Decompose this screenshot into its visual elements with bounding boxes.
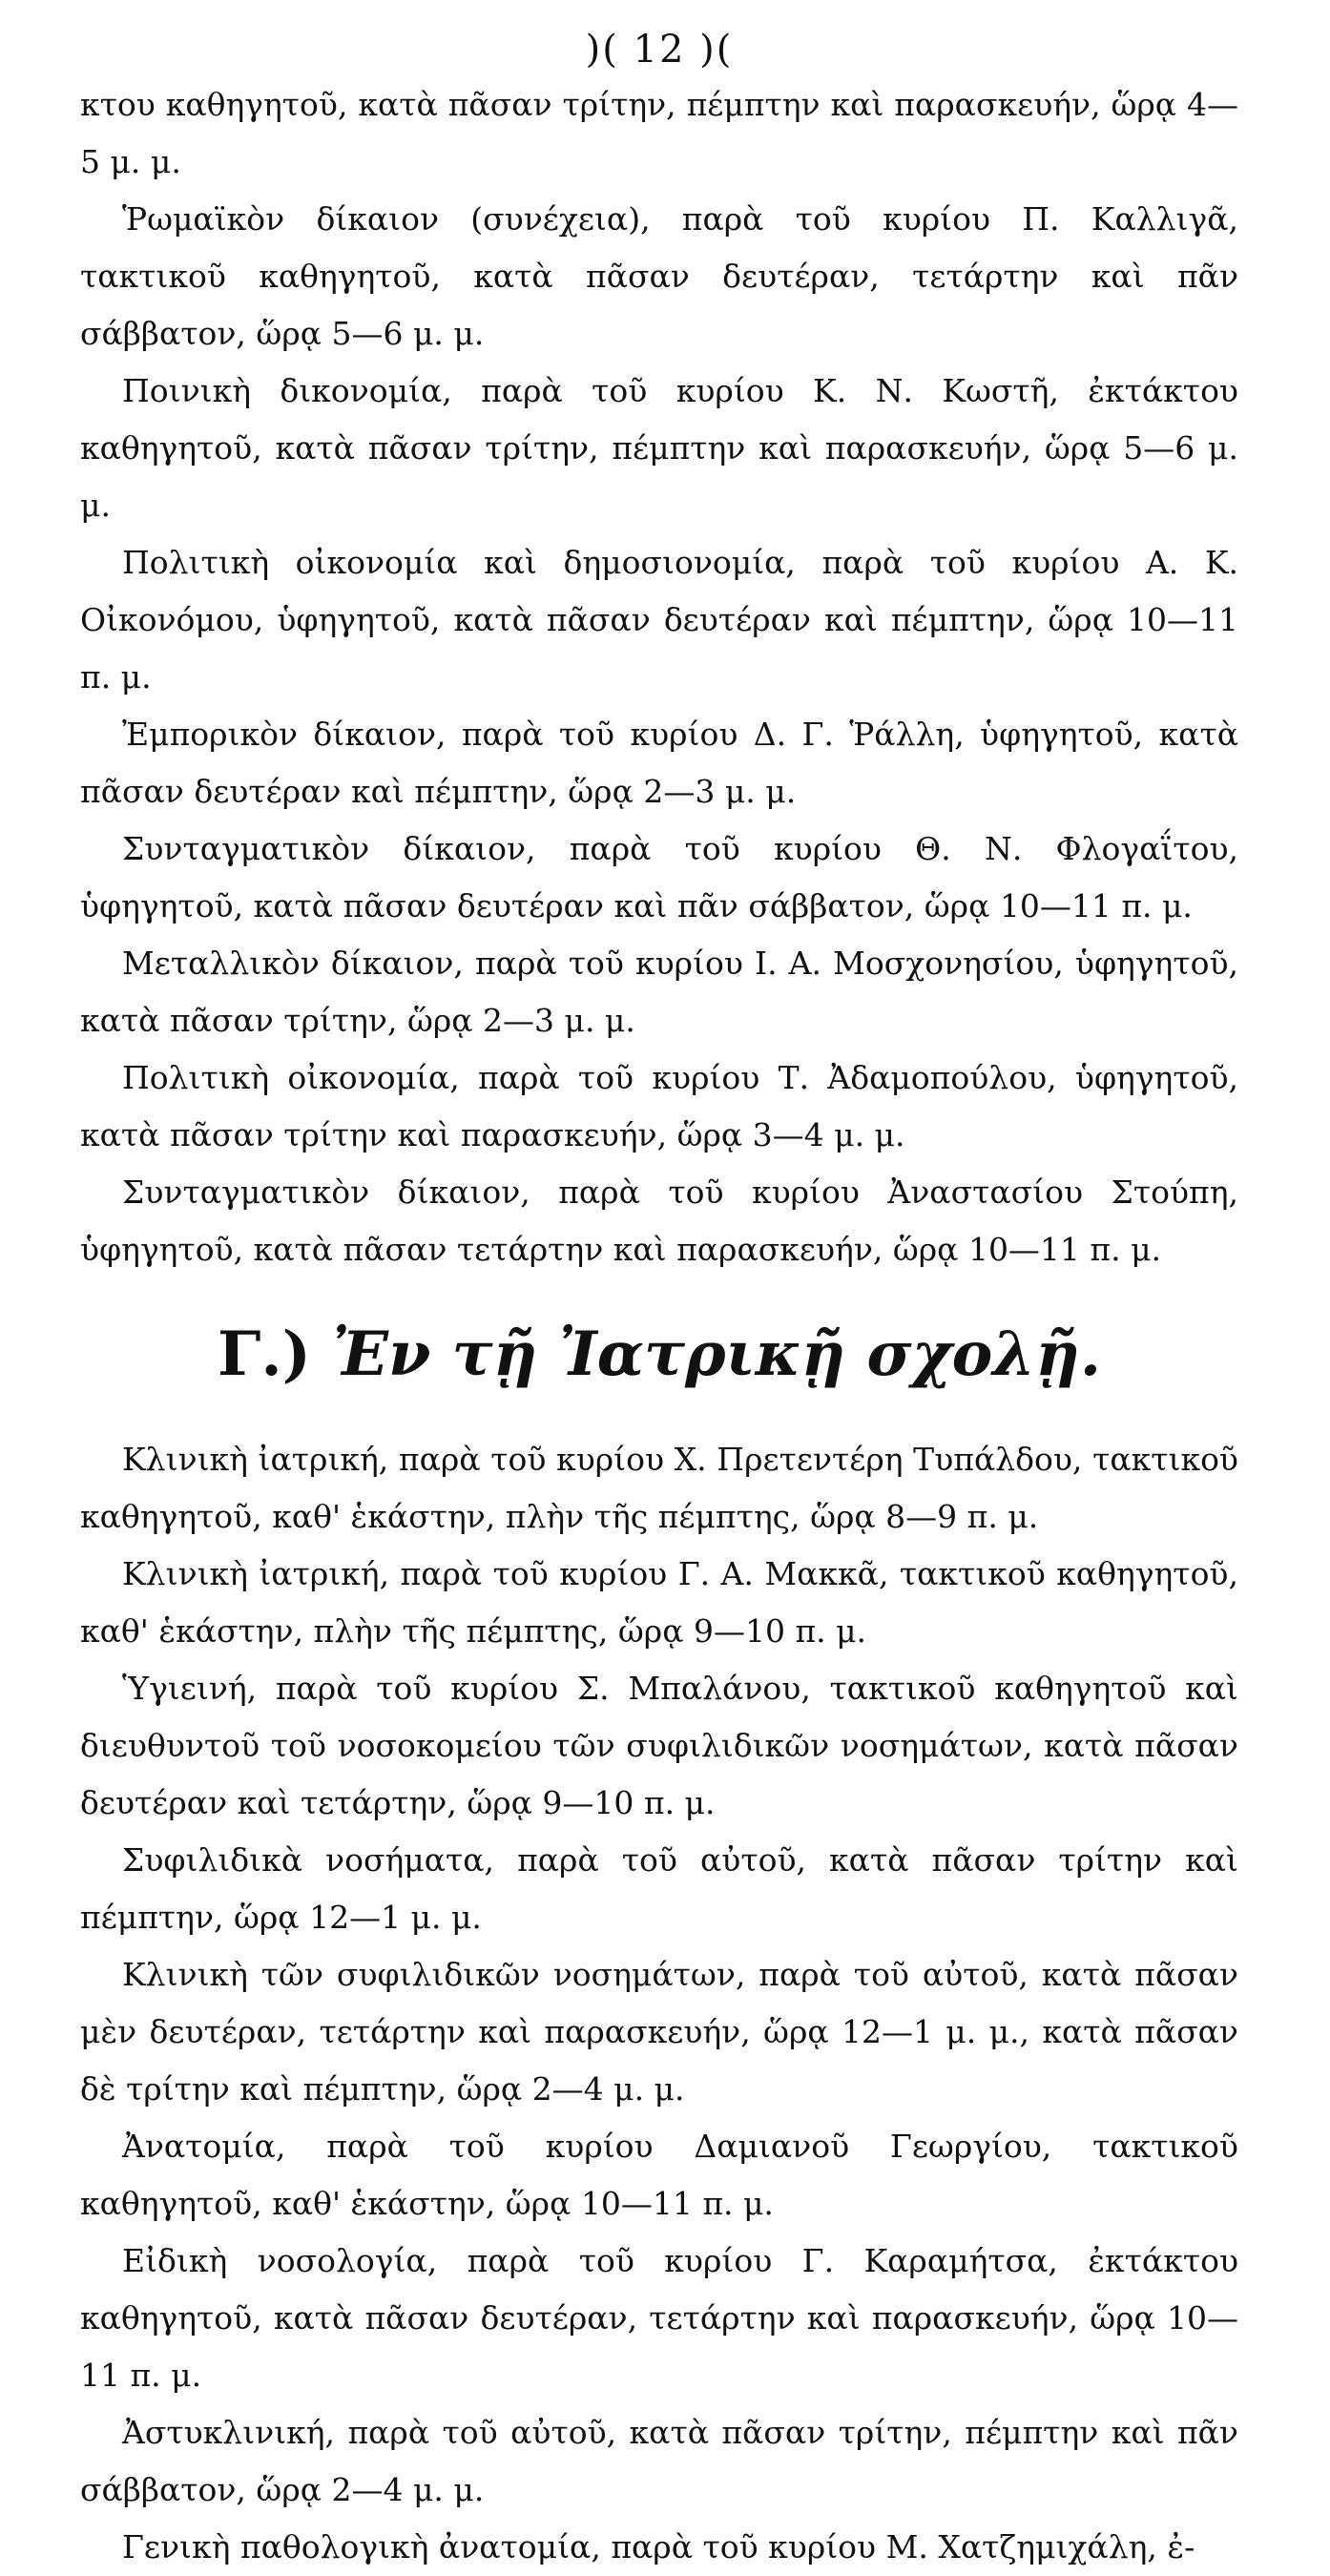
course-entry: Ὑγιεινή, παρὰ τοῦ κυρίου Σ. Μπαλάνου, τακτικοῦ καθηγητοῦ καὶ διευθυντοῦ τοῦ νοσοκομείου τῶν συφιλιδικῶν νοσημάτων, κατὰ πᾶσαν δευτέραν καὶ τετάρτην, ὥρᾳ 9—10 π. μ.: [80, 1670, 1238, 1821]
course-entry: Κλινικὴ τῶν συφιλιδικῶν νοσημάτων, παρὰ τοῦ αὐτοῦ, κατὰ πᾶσαν μὲν δευτέραν, τετάρτην καὶ παρασκευήν, ὥρᾳ 12—1 μ. μ., κατὰ πᾶσαν δὲ τρίτην καὶ πέμπτην, ὥρᾳ 2—4 μ. μ.: [80, 1956, 1238, 2108]
course-entry: κτου καθηγητοῦ, κατὰ πᾶσαν τρίτην, πέμπτην καὶ παρασκευήν, ὥρᾳ 4—5 μ. μ.: [80, 86, 1238, 180]
section-heading: [80, 1278, 1238, 1431]
course-entry: Συνταγματικὸν δίκαιον, παρὰ τοῦ κυρίου Θ. Ν. Φλογαΐτου, ὑφηγητοῦ, κατὰ πᾶσαν δευτέραν καὶ πᾶν σάββατον, ὥρᾳ 10—11 π. μ.: [80, 830, 1238, 924]
document-page: [80, 0, 1238, 2566]
course-entry: Ποινικὴ δικονομία, παρὰ τοῦ κυρίου Κ. Ν. Κωστῆ, ἐκτάκτου καθηγητοῦ, κατὰ πᾶσαν τρίτην, πέμπτην καὶ παρασκευήν, ὥρᾳ 5—6 μ. μ.: [80, 372, 1238, 524]
course-entry: Ῥωμαϊκὸν δίκαιον (συνέχεια), παρὰ τοῦ κυρίου Π. Καλλιγᾶ, τακτικοῦ καθηγητοῦ, κατὰ πᾶσαν δευτέραν, τετάρτην καὶ πᾶν σάββατον, ὥρᾳ 5—6 μ. μ.: [80, 200, 1238, 352]
course-list-medicine: [80, 1431, 1238, 2576]
course-entry: Ἀνατομία, παρὰ τοῦ κυρίου Δαμιανοῦ Γεωργίου, τακτικοῦ καθηγητοῦ, καθ' ἑκάστην, ὥρᾳ 10—11 π. μ.: [80, 2128, 1238, 2222]
course-list-law: [80, 76, 1238, 1278]
course-entry: Εἰδικὴ νοσολογία, παρὰ τοῦ κυρίου Γ. Καραμήτσα, ἐκτάκτου καθηγητοῦ, κατὰ πᾶσαν δευτέραν, τετάρτην καὶ παρασκευήν, ὥρᾳ 10—11 π. μ.: [80, 2242, 1238, 2394]
course-entry: Γενικὴ παθολογικὴ ἀνατομία, παρὰ τοῦ κυρίου Μ. Χατζημιχάλη, ἐ-: [122, 2528, 1195, 2566]
course-entry: Πολιτικὴ οἰκονομία, παρὰ τοῦ κυρίου Τ. Ἀδαμοπούλου, ὑφηγητοῦ, κατὰ πᾶσαν τρίτην καὶ παρασκευήν, ὥρᾳ 3—4 μ. μ.: [80, 1059, 1238, 1153]
section-number: Γ.): [217, 1319, 311, 1390]
course-entry: Συφιλιδικὰ νοσήματα, παρὰ τοῦ αὐτοῦ, κατὰ πᾶσαν τρίτην καὶ πέμπτην, ὥρᾳ 12—1 μ. μ.: [80, 1841, 1238, 1936]
course-entry: Κλινικὴ ἰατρική, παρὰ τοῦ κυρίου Χ. Πρετεντέρη Τυπάλδου, τακτικοῦ καθηγητοῦ, καθ' ἑκάστην, πλὴν τῆς πέμπτης, ὥρᾳ 8—9 π. μ.: [80, 1441, 1238, 1535]
course-entry: Κλινικὴ ἰατρική, παρὰ τοῦ κυρίου Γ. Α. Μακκᾶ, τακτικοῦ καθηγητοῦ, καθ' ἑκάστην, πλὴν τῆς πέμπτης, ὥρᾳ 9—10 π. μ.: [80, 1555, 1238, 1650]
course-entry: Ἐμπορικὸν δίκαιον, παρὰ τοῦ κυρίου Δ. Γ. Ῥάλλη, ὑφηγητοῦ, κατὰ πᾶσαν δευτέραν καὶ πέμπτην, ὥρᾳ 2—3 μ. μ.: [80, 716, 1238, 810]
page-number-header: )( 12 )(: [585, 28, 734, 72]
section-title: Ἐν τῇ Ἰατρικῇ σχολῇ.: [332, 1319, 1102, 1390]
course-entry: Ἀστυκλινική, παρὰ τοῦ αὐτοῦ, κατὰ πᾶσαν τρίτην, πέμπτην καὶ πᾶν σάββατον, ὥρᾳ 2—4 μ. μ.: [80, 2414, 1238, 2508]
course-entry: Συνταγματικὸν δίκαιον, παρὰ τοῦ κυρίου Ἀναστασίου Στούπη, ὑφηγητοῦ, κατὰ πᾶσαν τετάρτην καὶ παρασκευήν, ὥρᾳ 10—11 π. μ.: [80, 1174, 1238, 1268]
course-entry: Πολιτικὴ οἰκονομία καὶ δημοσιονομία, παρὰ τοῦ κυρίου Α. Κ. Οἰκονόμου, ὑφηγητοῦ, κατὰ πᾶσαν δευτέραν καὶ πέμπτην, ὥρᾳ 10—11 π. μ.: [80, 544, 1238, 696]
course-entry: Μεταλλικὸν δίκαιον, παρὰ τοῦ κυρίου Ι. Α. Μοσχονησίου, ὑφηγητοῦ, κατὰ πᾶσαν τρίτην, ὥρᾳ 2—3 μ. μ.: [80, 945, 1238, 1039]
